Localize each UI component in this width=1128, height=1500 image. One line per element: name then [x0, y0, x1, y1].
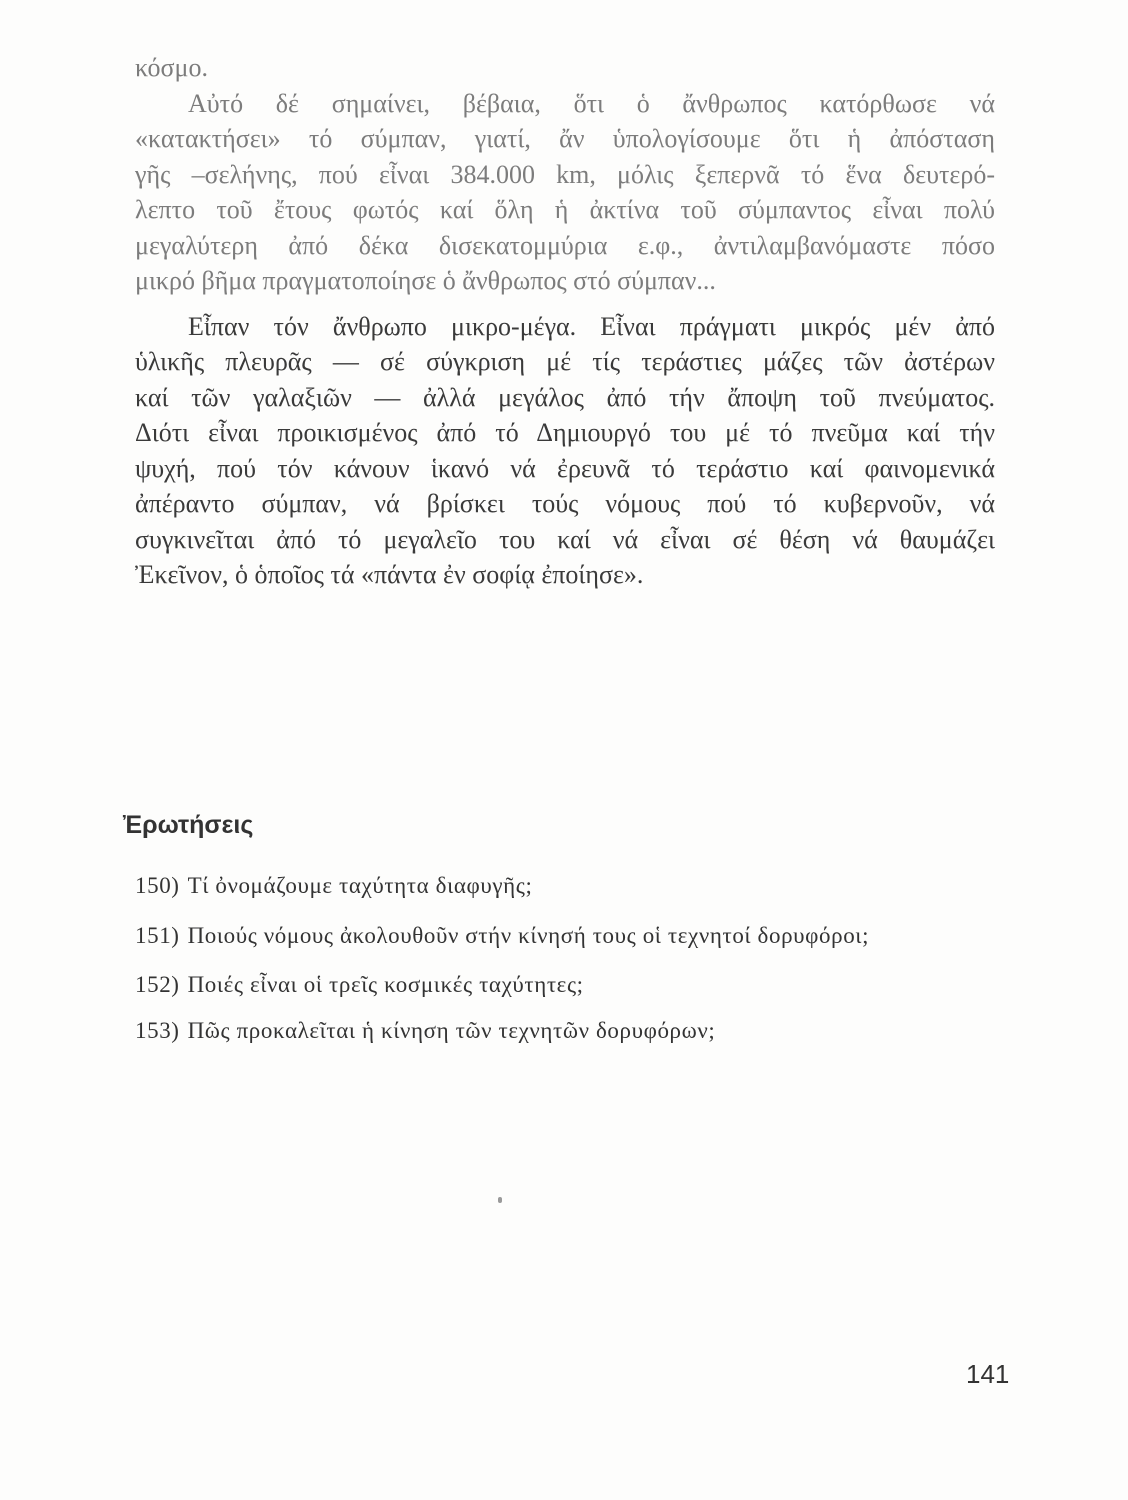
text-line: ἀπέραντο σύμπαν, νά βρίσκει τούς νόμους πού τό κυβερνοῦν, νά — [135, 489, 995, 518]
question-text: Τί ὀνομάζουμε ταχύτητα διαφυγῆς; — [187, 873, 533, 898]
paragraph-2 — [135, 309, 995, 593]
body-text — [135, 50, 995, 593]
question-item — [135, 972, 584, 998]
question-text: Ποιές εἶναι οἱ τρεῖς κοσμικές ταχύτητες; — [187, 972, 584, 997]
text-line: Αὐτό δέ σημαίνει, βέβαια, ὅτι ὁ ἄνθρωπος κατόρθωσε νά — [188, 88, 995, 118]
question-text: Πῶς προκαλεῖται ἡ κίνηση τῶν τεχνητῶν δορυφόρων; — [187, 1018, 716, 1043]
text-line: γῆς –σελήνης, πού εἶναι 384.000 km, μόλις ξεπερνᾶ τό ἕνα δευτερό- — [135, 159, 995, 189]
question-number: 151) — [135, 923, 180, 948]
question-item — [135, 1018, 715, 1044]
text-line: καί τῶν γαλαξιῶν — ἀλλά μεγάλος ἀπό τήν ἄποψη τοῦ πνεύματος. — [135, 382, 995, 412]
question-number: 150) — [135, 873, 180, 898]
paragraph-1 — [135, 86, 995, 299]
text-line: μικρό βῆμα πραγματοποίησε ὁ ἄνθρωπος στό σύμπαν... — [135, 266, 716, 295]
question-number: 152) — [135, 972, 180, 997]
question-item — [135, 873, 532, 899]
question-item — [135, 923, 869, 949]
text-line: συγκινεῖται ἀπό τό μεγαλεῖο του καί νά εἶναι σέ θέση νά θαυμάζει — [135, 524, 995, 554]
text-line: μεγαλύτερη ἀπό δέκα δισεκατομμύρια ε.φ., ἀντιλαμβανόμαστε πόσο — [135, 230, 995, 260]
page-number: 141 — [966, 1359, 1010, 1389]
text-line: λεπτο τοῦ ἔτους φωτός καί ὅλη ἡ ἀκτίνα τοῦ σύμπαντος εἶναι πολύ — [135, 195, 995, 224]
text-line: ψυχή, πού τόν κάνουν ἱκανό νά ἐρευνᾶ τό τεράστιο καί φαινομενικά — [135, 453, 995, 483]
text-line: Ἐκεῖνον, ὁ ὁποῖος τά «πάντα ἐν σοφίᾳ ἐποίησε». — [135, 560, 644, 589]
question-text: Ποιούς νόμους ἀκολουθοῦν στήν κίνησή τους οἱ τεχνητοί δορυφόροι; — [187, 923, 870, 948]
scan-speck — [498, 1197, 502, 1203]
text-line-continuation: κόσμο. — [135, 53, 208, 82]
question-number: 153) — [135, 1018, 180, 1043]
text-line: Διότι εἶναι προικισμένος ἀπό τό Δημιουργό του μέ τό πνεῦμα καί τήν — [135, 418, 995, 447]
questions-heading: Ἐρωτήσεις — [123, 811, 254, 839]
text-line: Εἶπαν τόν ἄνθρωπο μικρο-μέγα. Εἶναι πράγματι μικρός μέν ἀπό — [188, 311, 995, 341]
text-line: «κατακτήσει» τό σύμπαν, γιατί, ἄν ὑπολογίσουμε ὅτι ἡ ἀπόσταση — [135, 124, 995, 153]
text-line: ὑλικῆς πλευρᾶς — σέ σύγκριση μέ τίς τεράστιες μάζες τῶν ἀστέρων — [135, 347, 995, 376]
